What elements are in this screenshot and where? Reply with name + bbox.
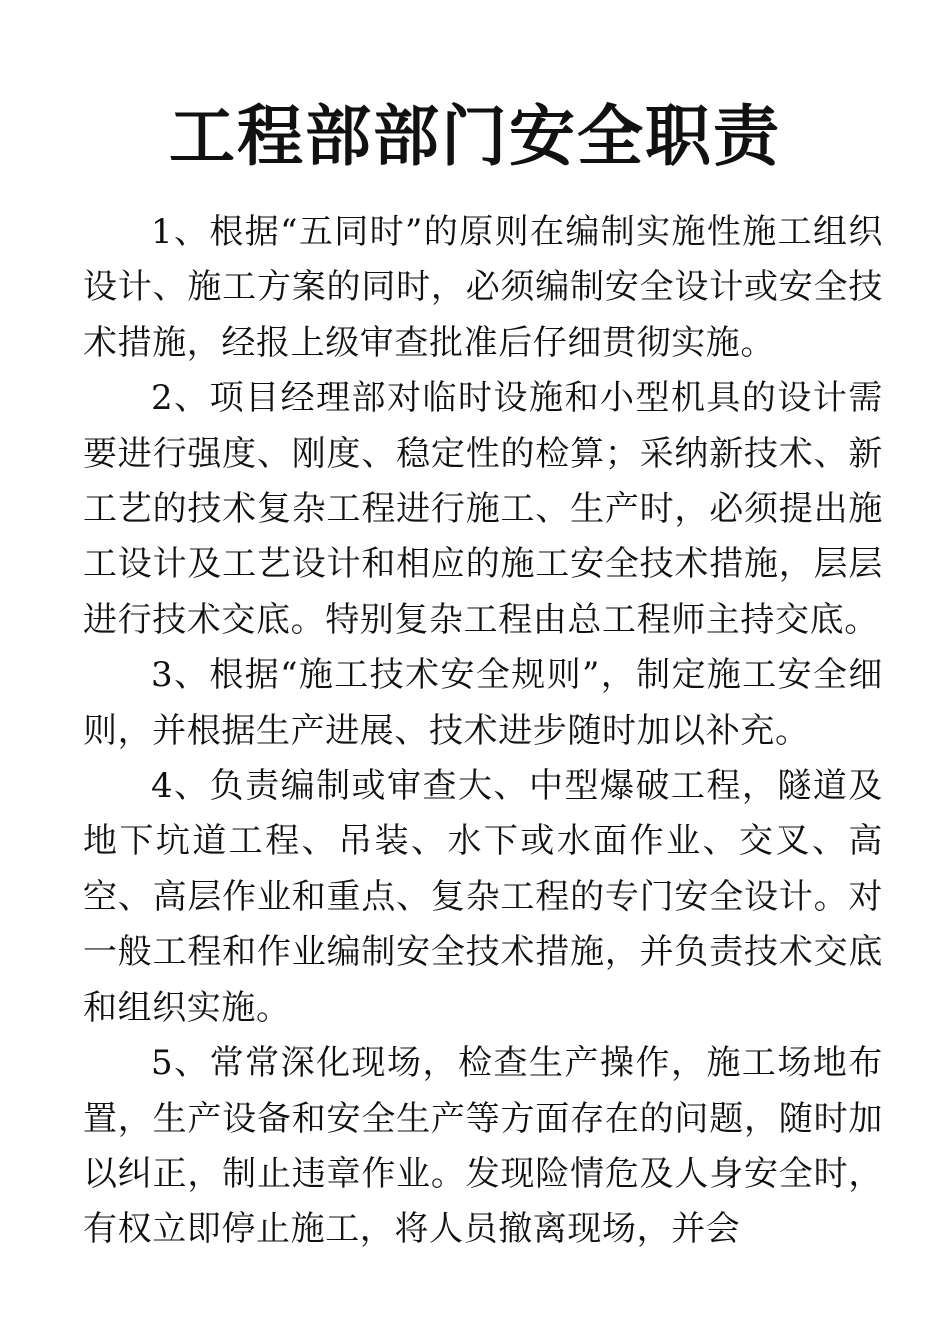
paragraph-1: 1、根据“五同时”的原则在编制实施性施工组织设计、施工方案的同时，必须编制安全设计或安全技术措施，经报上级审查批准后仔细贯彻实施。 xyxy=(83,212,883,363)
paragraph-3: 3、根据“施工技术安全规则”，制定施工安全细则，并根据生产进展、技术进步随时加以补充。 xyxy=(83,655,883,751)
document-body xyxy=(83,205,883,1258)
paragraph-4: 4、负责编制或审查大、中型爆破工程，隧道及地下坑道工程、吊装、水下或水面作业、交叉、高空、高层作业和重点、复杂工程的专门安全设计。对一般工程和作业编制安全技术措施，并负责技术交底和组织实施。 xyxy=(83,766,883,1028)
paragraph-2: 2、项目经理部对临时设施和小型机具的设计需要进行强度、刚度、稳定性的检算；采纳新技术、新工艺的技术复杂工程进行施工、生产时，必须提出施工设计及工艺设计和相应的施工安全技术措施，层层进行技术交底。特别复杂工程由总工程师主持交底。 xyxy=(83,378,883,640)
page-title: 工程部部门安全职责 xyxy=(169,97,781,175)
paragraph-5: 5、常常深化现场，检查生产操作，施工场地布置，生产设备和安全生产等方面存在的问题，随时加以纠正，制止违章作业。发现险情危及人身安全时，有权立即停止施工，将人员撤离现场，并会 xyxy=(83,1043,883,1250)
